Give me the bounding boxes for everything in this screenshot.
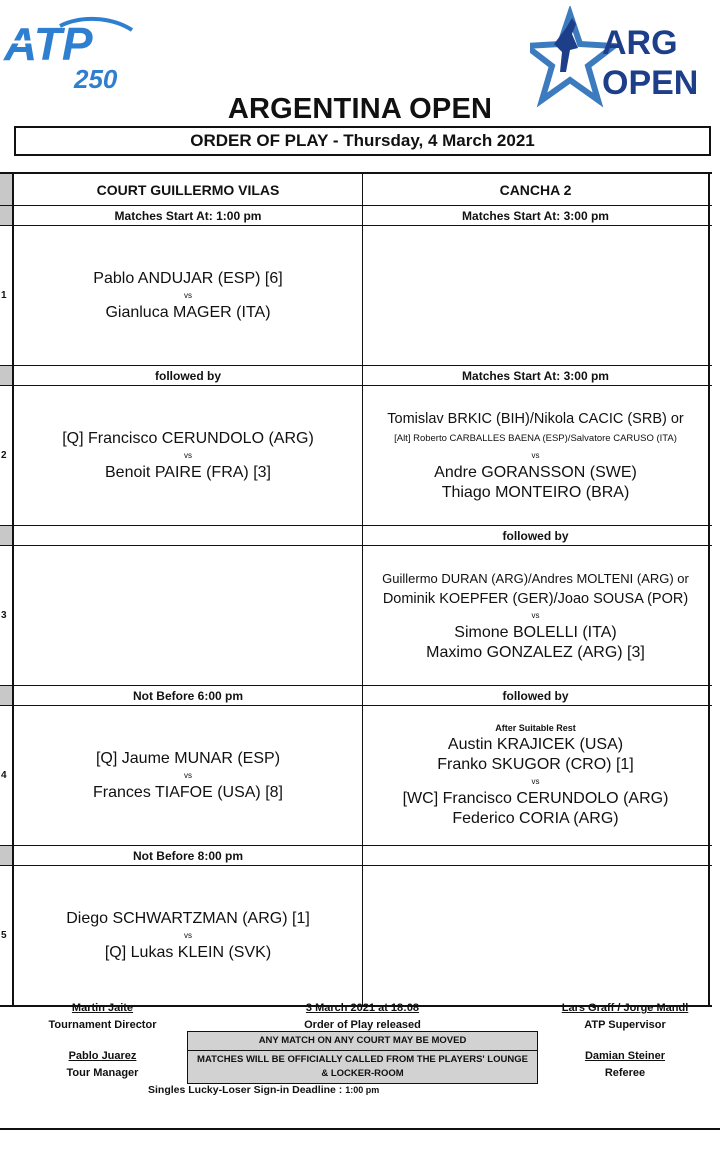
match-cell-left	[14, 386, 363, 525]
player-2: Gianluca MAGER (ITA)	[105, 303, 271, 321]
court-name-left: COURT GUILLERMO VILAS	[14, 174, 363, 205]
atp-logo-text: ATP	[4, 18, 93, 70]
match-cell-right	[363, 706, 710, 845]
player-1: [Q] Francisco CERUNDOLO (ARG)	[62, 429, 314, 447]
page-title: ARGENTINA OPEN	[227, 93, 493, 125]
match-number: 1	[0, 226, 14, 365]
slot-header-right: followed by	[363, 686, 710, 705]
atp-250-logo	[0, 12, 140, 90]
notice-box	[187, 1031, 538, 1084]
row-marker	[0, 366, 14, 385]
notice-called: MATCHES WILL BE OFFICIALLY CALLED FROM THE PLAYERS' LOUNGE & LOCKER-ROOM	[197, 1054, 528, 1079]
row-marker	[0, 526, 14, 545]
row-marker	[0, 174, 14, 205]
team-a-option-2: Dominik KOEPFER (GER)/Joao SOUSA (POR)	[382, 590, 689, 607]
slot-header-left: Matches Start At: 1:00 pm	[14, 206, 363, 225]
slot-header-right: Matches Start At: 3:00 pm	[363, 206, 710, 225]
team-a-player-2: Franko SKUGOR (CRO) [1]	[437, 756, 634, 773]
court-header-row	[0, 174, 712, 206]
team-b-player-1: [WC] Francisco CERUNDOLO (ARG)	[402, 790, 669, 807]
slot-header-row	[0, 206, 712, 226]
match-cell-right	[363, 386, 710, 525]
arg-logo-line1: ARG	[602, 24, 678, 62]
player-2: Frances TIAFOE (USA) [8]	[93, 783, 283, 801]
team-b-player-1: Andre GORANSSON (SWE)	[434, 463, 637, 481]
match-row	[0, 706, 712, 846]
slot-header-row	[0, 846, 712, 866]
order-of-play-subtitle: ORDER OF PLAY - Thursday, 4 March 2021	[14, 126, 711, 156]
slot-header-left: followed by	[14, 366, 363, 385]
player-1: [Q] Jaume MUNAR (ESP)	[95, 749, 281, 767]
row-marker	[0, 846, 14, 865]
match-row	[0, 386, 712, 526]
match-cell-right	[363, 546, 710, 685]
manager-block	[30, 1048, 175, 1082]
player-2: [Q] Lukas KLEIN (SVK)	[104, 943, 272, 961]
deadline-time: 1:00 pm	[345, 1085, 380, 1095]
atp-logo-number: 250	[74, 64, 118, 90]
vs-label: vs	[184, 450, 192, 460]
manager-title: Tour Manager	[66, 1067, 139, 1079]
supervisor-name: Lars Graff / Jorge Mandl	[561, 1002, 689, 1014]
slot-header-row	[0, 686, 712, 706]
team-b-player-2: Maximo GONZALEZ (ARG) [3]	[426, 643, 645, 661]
team-a-option-2: [Alt] Roberto CARBALLES BAENA (ESP)/Salvatore CARUSO (ITA)	[394, 432, 677, 444]
match-number: 2	[0, 386, 14, 525]
team-b-player-2: Thiago MONTEIRO (BRA)	[441, 483, 630, 501]
footer	[0, 998, 720, 1130]
deadline-label: Singles Lucky-Loser Sign-in Deadline :	[148, 1084, 343, 1096]
director-name: Martin Jaite	[71, 1002, 134, 1014]
row-marker	[0, 206, 14, 225]
supervisor-block	[540, 1000, 710, 1034]
court-name-right: CANCHA 2	[363, 174, 710, 205]
schedule-grid	[0, 172, 712, 1007]
team-b-player-1: Simone BOLELLI (ITA)	[454, 623, 617, 641]
match-row	[0, 546, 712, 686]
director-title: Tournament Director	[48, 1019, 157, 1031]
match-number: 3	[0, 546, 14, 685]
match-cell-left	[14, 226, 363, 365]
team-b-player-2: Federico CORIA (ARG)	[452, 810, 619, 827]
match-cell-right	[363, 866, 710, 1005]
slot-header-right: Matches Start At: 3:00 pm	[363, 366, 710, 385]
match-number: 4	[0, 706, 14, 845]
vs-label: vs	[184, 770, 192, 780]
vs-label: vs	[531, 777, 540, 786]
release-block	[255, 1000, 470, 1034]
vs-label: vs	[184, 930, 192, 940]
after-rest-note: After Suitable Rest	[495, 723, 576, 733]
match-row	[0, 866, 712, 1005]
slot-header-left: Not Before 8:00 pm	[14, 846, 363, 865]
player-1: Pablo ANDUJAR (ESP) [6]	[93, 269, 283, 287]
release-date: 3 March 2021 at 18:08	[305, 1002, 420, 1014]
match-cell-left	[14, 546, 363, 685]
manager-name: Pablo Juarez	[68, 1050, 137, 1062]
vs-label: vs	[184, 290, 192, 300]
match-cell-left	[14, 706, 363, 845]
team-a-player-1: Austin KRAJICEK (USA)	[447, 736, 624, 753]
team-a-option-1: Tomislav BRKIC (BIH)/Nikola CACIC (SRB) or	[387, 410, 684, 427]
notice-moved: ANY MATCH ON ANY COURT MAY BE MOVED	[188, 1032, 537, 1051]
match-cell-right	[363, 226, 710, 365]
lucky-loser-deadline	[148, 1084, 379, 1096]
match-number: 5	[0, 866, 14, 1005]
referee-title: Referee	[604, 1067, 646, 1079]
release-label: Order of Play released	[304, 1019, 421, 1031]
slot-header-left: Not Before 6:00 pm	[14, 686, 363, 705]
director-block	[30, 1000, 175, 1034]
arg-logo-line2: OPEN	[602, 64, 699, 102]
referee-block	[545, 1048, 705, 1082]
slot-header-left	[14, 526, 363, 545]
slot-header-row	[0, 526, 712, 546]
player-2: Benoit PAIRE (FRA) [3]	[105, 463, 271, 481]
team-a-option-1: Guillermo DURAN (ARG)/Andres MOLTENI (ARG) or	[382, 570, 689, 586]
vs-label: vs	[531, 450, 540, 460]
referee-name: Damian Steiner	[584, 1050, 666, 1062]
slot-header-right	[363, 846, 710, 865]
supervisor-title: ATP Supervisor	[584, 1019, 666, 1031]
row-marker	[0, 686, 14, 705]
slot-header-row	[0, 366, 712, 386]
slot-header-right: followed by	[363, 526, 710, 545]
player-1: Diego SCHWARTZMAN (ARG) [1]	[66, 909, 310, 927]
vs-label: vs	[531, 610, 540, 620]
match-cell-left	[14, 866, 363, 1005]
match-row	[0, 226, 712, 366]
